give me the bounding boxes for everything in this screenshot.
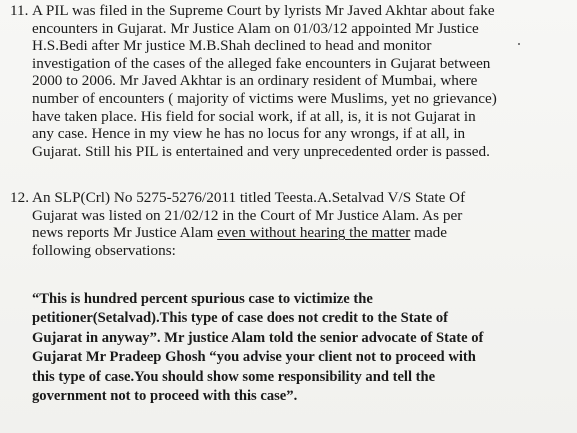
quote-line: this type of case.You should show some responsibility and tell the	[32, 368, 436, 385]
paragraph-11-line: investigation of the cases of the alleged fake encounters in Gujarat between	[32, 54, 491, 72]
quote-line: Gujarat in anyway”. Mr justice Alam told the senior advocate of State of	[32, 329, 484, 346]
paragraph-12-number: 12.	[10, 189, 29, 206]
quote-line: petitioner(Setalvad).This type of case does not credit to the State of	[32, 310, 449, 327]
paragraph-11-line: 2000 to 2006. Mr Javed Akhtar is an ordinary resident of Mumbai, where	[32, 72, 478, 90]
paragraph-12-line: following observations:	[32, 241, 176, 259]
paragraph-12	[10, 189, 572, 259]
underlined-phrase: even without hearing the matter	[217, 224, 411, 242]
quote-line: Gujarat Mr Pradeep Ghosh “you advise your client not to proceed with	[32, 349, 476, 366]
paragraph-11	[10, 2, 572, 160]
court-observation-quote	[32, 290, 572, 406]
paragraph-12-line: news reports Mr Justice Alam even without hearing the matter made	[32, 224, 448, 242]
quote-line: “This is hundred percent spurious case to victimize the	[32, 291, 373, 307]
paragraph-11-number: 11.	[10, 2, 29, 19]
paragraph-11-line: Gujarat. Still his PIL is entertained and very unprecedented order is passed.	[32, 142, 490, 160]
quote-line: government not to proceed with this case”.	[32, 388, 298, 405]
paragraph-12-line: 12. An SLP(Crl) No 5275-5276/2011 titled Teesta.A.Setalvad V/S State Of	[10, 189, 466, 206]
paragraph-11-line: number of encounters ( majority of victims were Muslims, yet no grievance)	[32, 89, 497, 107]
paragraph-11-line: H.S.Bedi after Mr justice M.B.Shah declined to head and monitor	[32, 37, 432, 55]
paragraph-12-line: Gujarat was listed on 21/02/12 in the Court of Mr Justice Alam. As per	[32, 206, 463, 224]
paragraph-11-line: have taken place. His field for social work, if at all, is, it is not Gujarat in	[32, 107, 476, 125]
paragraph-11-line: encounters in Gujarat. Mr Justice Alam on 01/03/12 appointed Mr Justice	[32, 19, 479, 37]
paragraph-11-line: 11. A PIL was filed in the Supreme Court by lyrists Mr Javed Akhtar about fake	[10, 2, 495, 19]
scan-speck	[518, 43, 520, 45]
paragraph-11-line: any case. Hence in my view he has no locus for any wrongs, if at all, in	[32, 125, 466, 143]
